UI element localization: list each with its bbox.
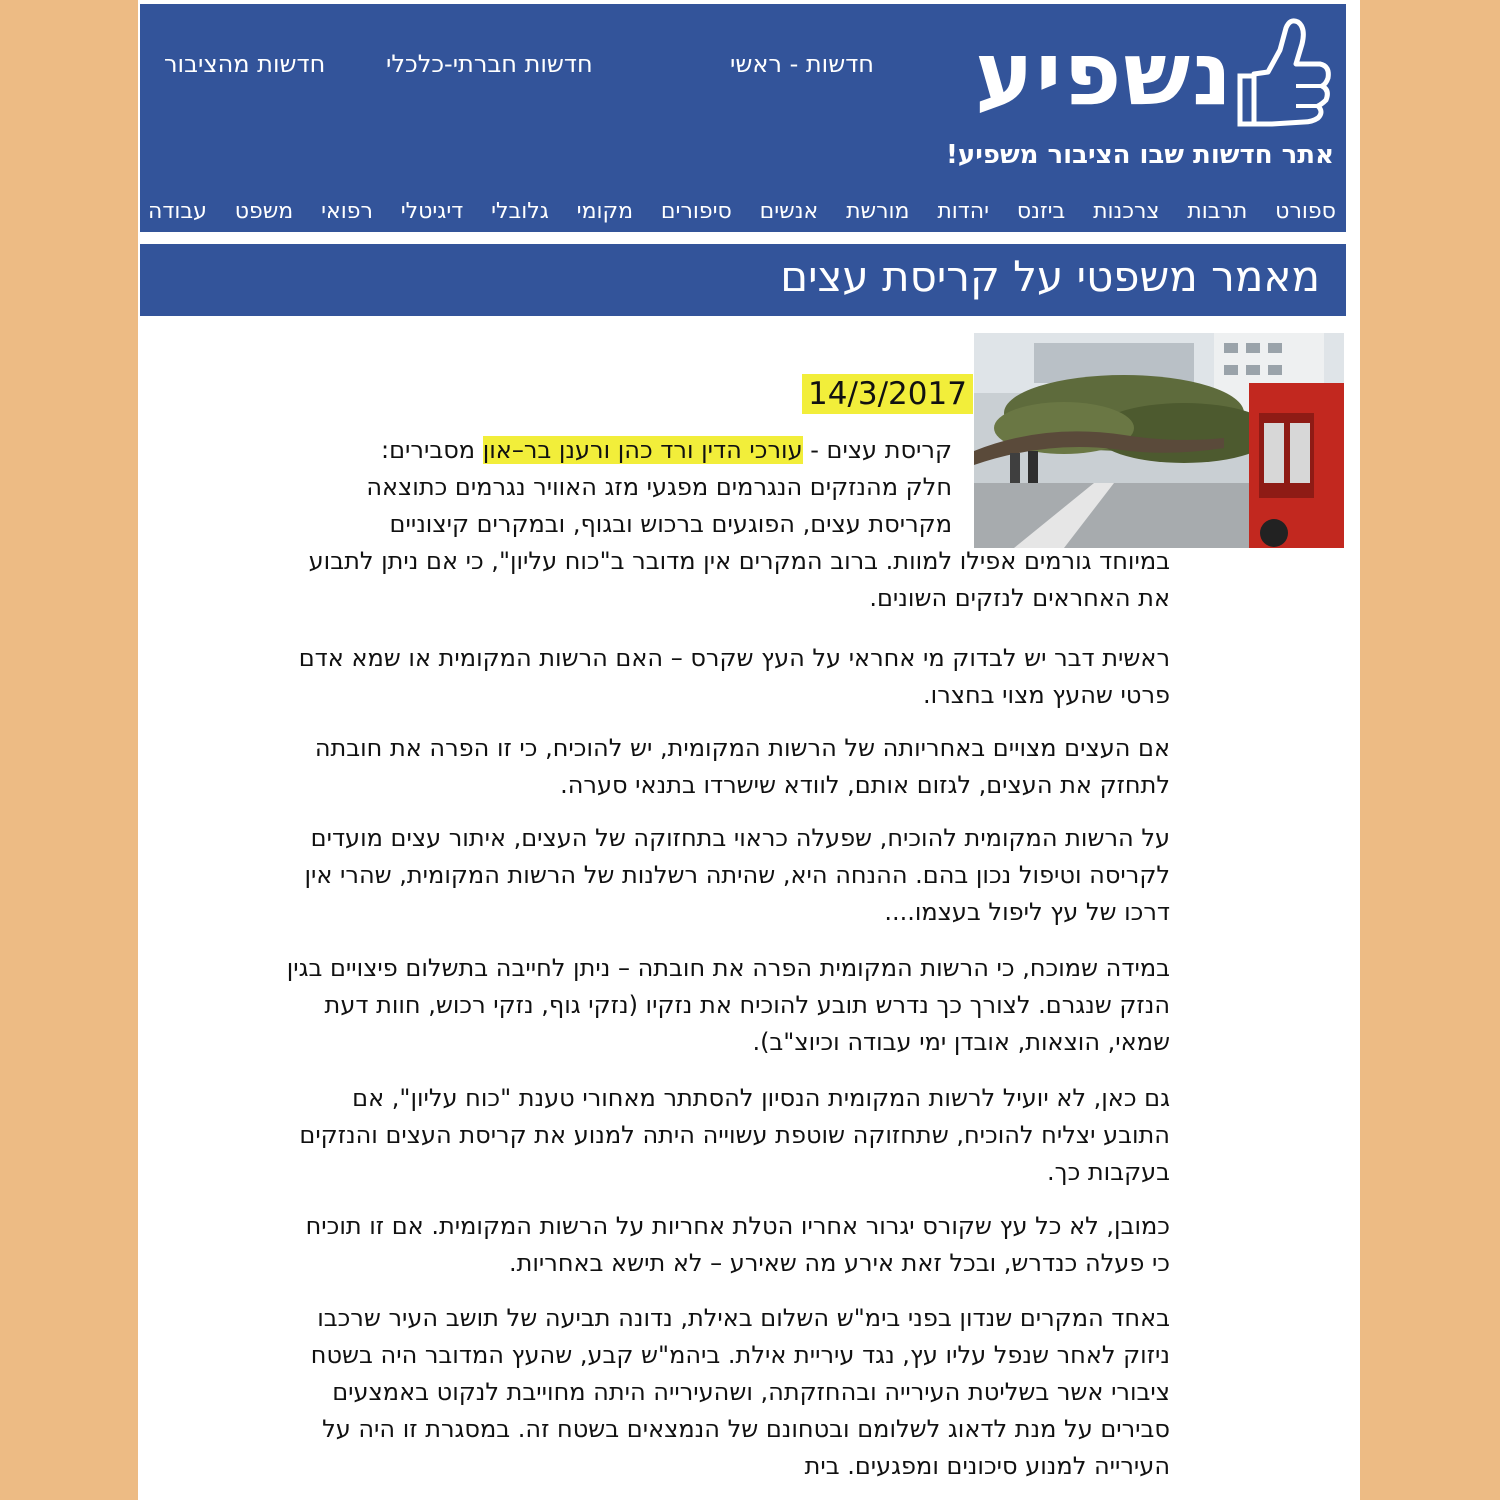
category-nav: [148, 194, 1336, 228]
nav-work[interactable]: עבודה: [148, 198, 207, 224]
page: [138, 0, 1360, 1500]
nav-judaism[interactable]: יהדות: [937, 198, 990, 224]
article-intro: [282, 432, 1170, 617]
nav-law[interactable]: משפט: [234, 198, 294, 224]
article-paragraph-6: גם כאן, לא יועיל לרשות המקומית הנסיון להסתתר מאחורי טענת "כוח עליון", אם התובע יצליח להוכיח, שתחזוקה שוטפת עשוייה היתה למנוע את קריסת העצים והנזקים בעקבות כך.: [299, 1084, 1170, 1186]
thumbs-up-icon: [1232, 16, 1332, 131]
intro-suffix: מסבירים:: [381, 436, 483, 464]
nav-global[interactable]: גלובלי: [491, 198, 549, 224]
intro-line-2: חלק מהנזקים הנגרמים מפגעי מזג האוויר נגרמים כתוצאה: [366, 473, 952, 501]
site-header: [140, 4, 1346, 232]
nav-consumer[interactable]: צרכנות: [1093, 198, 1160, 224]
article-title: מאמר משפטי על קריסת עצים: [780, 252, 1320, 301]
article-title-bar: [140, 244, 1346, 316]
logo-text: נשפיע: [974, 22, 1234, 125]
authors-highlight: עורכי הדין ורד כהן ורענן בר–און: [482, 436, 803, 464]
top-link-social-economic[interactable]: חדשות חברתי-כלכלי: [386, 50, 593, 78]
intro-prefix: קריסת עצים -: [802, 436, 952, 464]
nav-digital[interactable]: דיגיטלי: [400, 198, 464, 224]
article-paragraph-5: במידה שמוכח, כי הרשות המקומית הפרה את חובתה – ניתן לחייבה בתשלום פיצויים בגין הנזק שנגרם. לצורך כך נדרש תובע להוכיח את נזקיו (נזקי גוף, נזקי רכוש, חוות דעת שמאי, הוצאות, אובדן ימי עבודה וכיוצ"ב).: [286, 954, 1170, 1056]
site-logo[interactable]: [962, 16, 1332, 131]
nav-sport[interactable]: ספורט: [1275, 198, 1336, 224]
top-link-news-main[interactable]: חדשות - ראשי: [730, 50, 874, 78]
nav-medical[interactable]: רפואי: [321, 198, 373, 224]
site-tagline: אתר חדשות שבו הציבור משפיע!: [946, 140, 1334, 170]
article-paragraph-3: אם העצים מצויים באחריותה של הרשות המקומית, יש להוכיח, כי זו הפרה את חובתה לתחזק את העצים, לגזום אותם, לוודא שישרדו בתנאי סערה.: [314, 734, 1170, 799]
article-paragraph-7: כמובן, לא כל עץ שקורס יגרור אחריו הטלת אחריות על הרשות המקומית. אם זו תוכיח כי פעלה כנדרש, ובכל זאת אירע מה שאירע – לא תישא באחריות.: [305, 1212, 1170, 1277]
intro-line: [282, 432, 952, 469]
intro-rest: במיוחד גורמים אפילו למוות. ברוב המקרים אין מדובר ב"כוח עליון", כי אם ניתן לתבוע את האחראים לנזקים השונים.: [308, 547, 1170, 612]
nav-business[interactable]: ביזנס: [1016, 198, 1066, 224]
article-paragraph-8: באחד המקרים שנדון בפני בימ"ש השלום באילת, נדונה תביעה של תושב העיר שרכבו ניזוק לאחר שנפל עליו עץ, נגד עיריית אילת. ביהמ"ש קבע, שהעץ המדובר היה בשטח ציבורי אשר בשליטת העירייה ובהחזקתה, ושהעירייה היתה מחוייבת לנקוט באמצעים סבירים על מנת לדאוג לשלומם ובטחונם של הנמצאים בשטח זה. במסגרת זו היה על העירייה למנוע סיכונים ומפגעים. בית: [310, 1304, 1170, 1480]
nav-heritage[interactable]: מורשת: [846, 198, 910, 224]
top-link-public-news[interactable]: חדשות מהציבור: [164, 50, 326, 78]
article-paragraph-2: ראשית דבר יש לבדוק מי אחראי על העץ שקרס – האם הרשות המקומית או שמא אדם פרטי שהעץ מצוי בחצרו.: [298, 644, 1170, 709]
nav-people[interactable]: אנשים: [759, 198, 819, 224]
intro-line-3: מקריסת עצים, הפוגעים ברכוש ובגוף, ובמקרים קיצוניים: [389, 510, 952, 538]
nav-culture[interactable]: תרבות: [1187, 198, 1248, 224]
nav-local[interactable]: מקומי: [576, 198, 634, 224]
article-paragraph-4: על הרשות המקומית להוכיח, שפעלה כראוי בתחזוקה של העצים, איתור עצים מועדים לקריסה וטיפול נכון בהם. ההנחה היא, שהיתה רשלנות של הרשות המקומית, שהרי אין דרכו של עץ ליפול בעצמו....: [304, 824, 1170, 926]
top-links: [140, 50, 920, 90]
nav-stories[interactable]: סיפורים: [660, 198, 732, 224]
article-date: 14/3/2017: [802, 374, 973, 414]
